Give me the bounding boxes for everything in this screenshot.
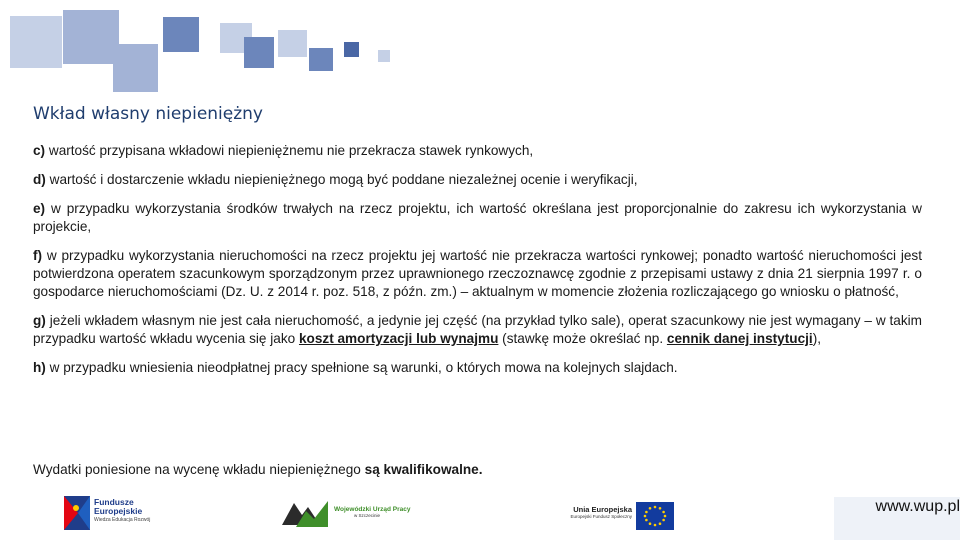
square-decoration [378,50,390,62]
square-decoration [278,30,307,57]
paragraph-text: w przypadku wniesienia nieodpłatnej pracy spełnione są warunki, o których mowa na kolejnych slajdach. [45,360,678,375]
underlined-phrase: cennik danej instytucji [666,331,813,346]
paragraph-g [33,312,922,348]
fundusze-europejskie-logo [64,494,184,534]
paragraph-text: wartość i dostarczenie wkładu niepieniężnego mogą być poddane niezależnej ocenie i weryfikacji, [45,172,638,187]
eu-line2: Europejski Fundusz Społeczny [570,514,632,519]
fe-flag-icon [64,496,90,530]
paragraph-text: w przypadku wykorzystania nieruchomości na rzecz projektu jej wartość nie przekracza wartości rynkowej; ponadto wartość nieruchomości jest potwierdzona operatem szacunkowym sporządzonym przez uprawnionego rzeczoznawcę zgodnie z przepisami ustawy z dnia 21 sierpnia 1997 r. o gospodarce nieruchomościami (Dz. U. z 2014 r. poz. 518, z późn. zm.) – aktualnym w momencie złożenia rozliczającego go wniosku o płatność, [33,248,922,299]
underlined-phrase: koszt amortyzacji lub wynajmu [298,331,499,346]
fe-line3: Wiedza Edukacja Rozwój [94,517,151,523]
paragraph-label: h) [33,360,46,375]
eu-line1: Unia Europejska [573,505,632,514]
paragraph-h [33,359,922,377]
note-bold-text: są kwalifikowalne. [364,462,483,477]
paragraph-label: c) [33,143,46,158]
square-decoration [244,37,274,68]
wup-logo [280,497,430,531]
slide-body [33,142,922,388]
paragraph-f [33,247,922,301]
square-decoration [113,44,158,92]
paragraph-label: e) [33,201,46,216]
slide-title: Wkład własny niepieniężny [33,104,263,124]
eu-logo [536,500,676,532]
note-text: Wydatki poniesione na wycenę wkładu niepieniężnego [33,462,365,477]
eu-flag-icon [636,502,674,530]
qualifying-note [33,462,483,477]
square-decoration [63,10,119,64]
fe-line1: Fundusze [94,497,134,507]
paragraph-text: (stawkę może określać np. [498,331,667,346]
square-decoration [344,42,359,57]
fe-line2: Europejskie [94,506,143,516]
wup-line1: Wojewódzki Urząd Pracy [334,506,411,513]
paragraph-text: wartość przypisana wkładowi niepieniężnemu nie przekracza stawek rynkowych, [45,143,534,158]
wup-line2: w Szczecinie [354,513,381,518]
paragraph-text: ), [812,331,821,346]
paragraph-label: g) [33,313,46,328]
website-url-link[interactable]: www.wup.pl [834,497,960,540]
paragraph-c [33,142,922,160]
paragraph-label: f) [33,248,43,263]
square-decoration [163,17,199,52]
square-decoration [10,16,62,68]
paragraph-text: jeżeli wkładem własnym nie jest cała nieruchomość, a jedynie jej część (na przykład tylko sale), operat szacunkowy nie jest wymagany – w takim przypadku wartość wkładu wycenia się jako [33,313,922,346]
paragraph-d [33,171,922,189]
wup-emblem-icon [280,497,330,529]
square-decoration [309,48,333,71]
paragraph-label: d) [33,172,46,187]
paragraph-text: w przypadku wykorzystania środków trwałych na rzecz projektu, ich wartość określana jest proporcjonalnie do zakresu ich wykorzystania w projekcie, [33,201,922,234]
paragraph-e [33,200,922,236]
